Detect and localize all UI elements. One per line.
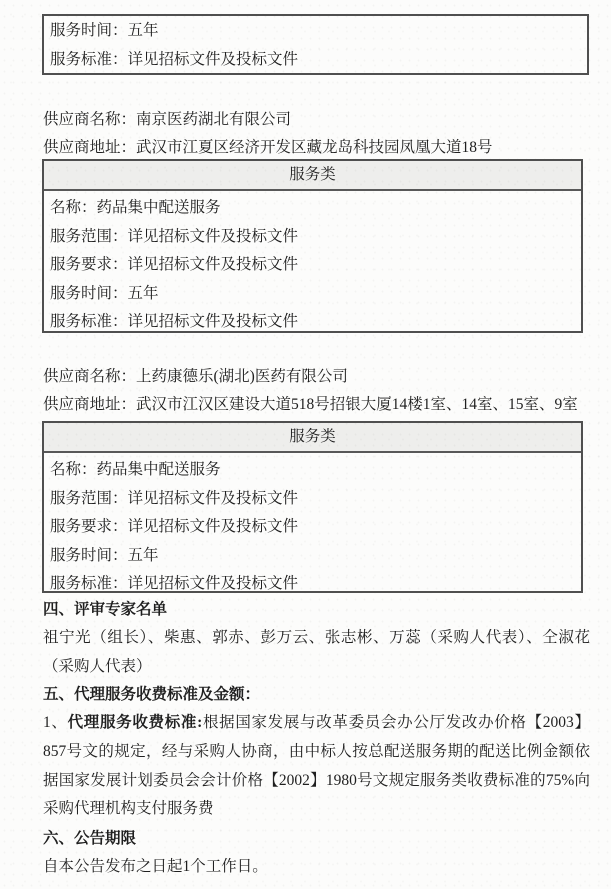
expert-names-paragraph: 祖宁光（组长）、柴惠、郭赤、彭万云、张志彬、万蕊（采购人代表）、仝淑花（采购人代表） — [43, 629, 590, 675]
service-table-header: 服务类 — [44, 161, 581, 191]
table-row: 服务范围：详见招标文件及投标文件 — [50, 227, 299, 245]
supplier-name-label: 供应商名称： — [43, 111, 137, 128]
section4-heading: 四、评审专家名单 — [43, 601, 168, 618]
supplier1-service-table — [42, 159, 583, 333]
table-row: 服务时间：五年 — [50, 284, 159, 302]
supplier1-name-line — [43, 106, 291, 135]
supplier2-service-table — [42, 421, 583, 593]
supplier2-address-line — [43, 391, 578, 420]
supplier-address-label: 供应商地址： — [43, 139, 137, 156]
supplier-address-value: 武汉市江夏区经济开发区藏龙岛科技园凤凰大道18号 — [136, 139, 493, 156]
table-row: 名称：药品集中配送服务 — [50, 199, 221, 216]
supplier-address-value: 武汉市江汉区建设大道518号招银大厦14楼1室、14室、15室、9室 — [136, 396, 578, 413]
notice-period-paragraph: 自本公告发布之日起1个工作日。 — [43, 858, 268, 875]
service-table-body — [44, 191, 581, 337]
supplier-name-value: 上药康德乐(湖北)医药有限公司 — [136, 368, 348, 385]
table-row: 名称：药品集中配送服务 — [50, 461, 221, 478]
service-table-continued — [42, 14, 589, 75]
supplier-address-label: 供应商地址： — [43, 396, 137, 413]
service-standard-row: 服务标准：详见招标文件及投标文件 — [50, 50, 299, 68]
section6-heading: 六、公告期限 — [43, 830, 137, 847]
supplier-name-label: 供应商名称： — [43, 368, 137, 385]
service-table-header: 服务类 — [44, 423, 581, 453]
table-row: 服务要求：详见招标文件及投标文件 — [50, 518, 299, 536]
fee-paragraph — [43, 709, 590, 824]
fee-item-number: 1、 — [43, 714, 68, 731]
section5-heading: 五、代理服务收费标准及金额： — [43, 686, 261, 703]
table-row: 服务范围：详见招标文件及投标文件 — [50, 489, 299, 507]
supplier-name-value: 南京医药湖北有限公司 — [136, 111, 292, 128]
table-row: 服务标准：详见招标文件及投标文件 — [50, 313, 299, 331]
service-table-body — [44, 453, 581, 599]
table-row: 服务标准：详见招标文件及投标文件 — [50, 575, 299, 593]
service-time-row: 服务时间：五年 — [50, 22, 159, 39]
table-row: 服务要求：详见招标文件及投标文件 — [50, 256, 299, 274]
fee-item-label: 代理服务收费标准: — [67, 714, 203, 731]
fee-item-body: 根据国家发展与改革委员会办公厅发改办价格【2003】857号文的规定，经与采购人协商，由中标人按总配送服务期的配送比例金额依据国家发展计划委员会会计价格【2002】1980号文规定服务类收费标准的75%向采购代理机构支付服务费 — [43, 714, 590, 818]
table-row: 服务时间：五年 — [50, 546, 159, 564]
supplier2-name-line — [43, 363, 348, 392]
